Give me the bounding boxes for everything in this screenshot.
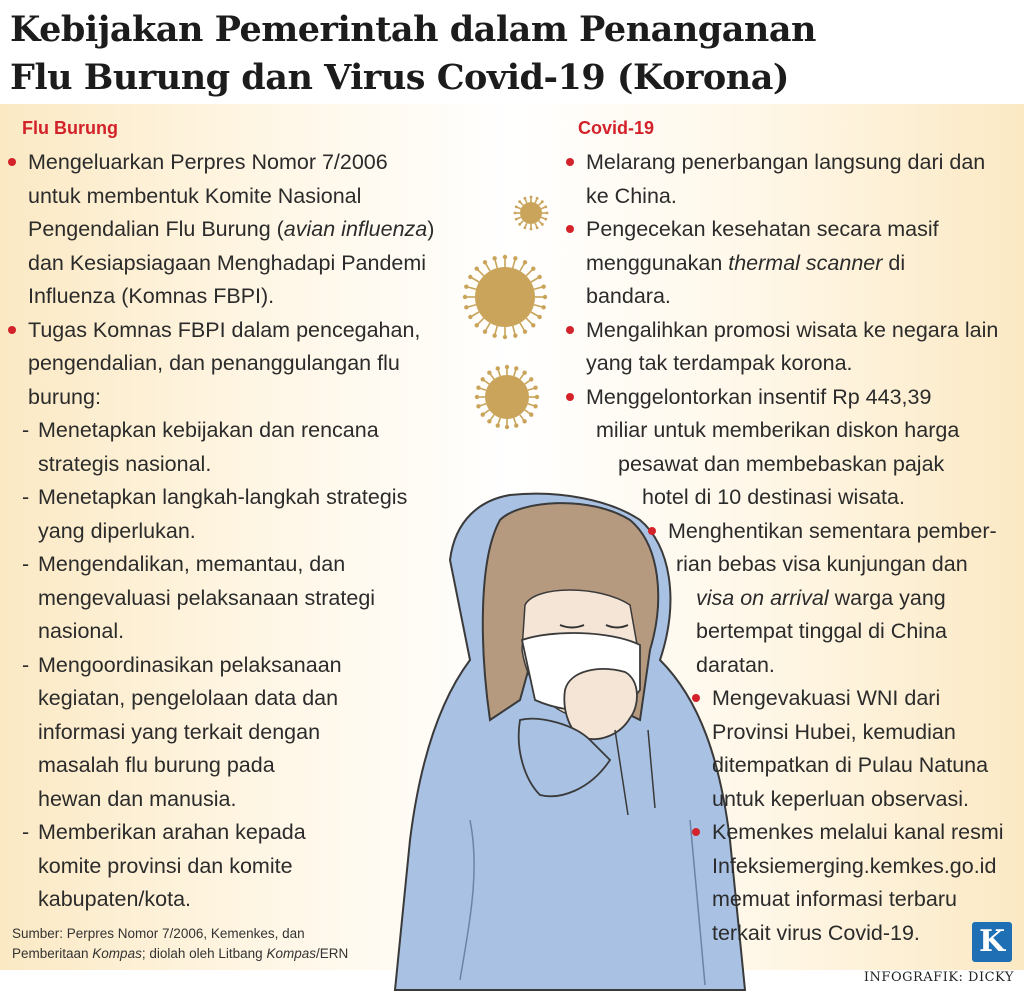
text-line: Mengendalikan, memantau, dan — [38, 552, 346, 576]
text-line: Mengeluarkan Perpres Nomor 7/2006 — [28, 150, 388, 174]
bullet-dot-icon — [566, 393, 574, 401]
text-line: Provinsi Hubei, kemudian — [712, 719, 956, 744]
text-line: mengevaluasi pelaksanaan strategi — [38, 585, 376, 610]
text-line: strategis nasional. — [38, 451, 212, 476]
text-line: Mengevakuasi WNI dari — [712, 686, 941, 710]
italic-term: visa on arrival — [696, 585, 829, 610]
flu-column — [8, 146, 478, 917]
flu-subitem-2 — [8, 481, 478, 548]
bullet-dot-icon — [566, 158, 574, 166]
text-line: Tugas Komnas FBPI dalam pencegahan, — [28, 317, 421, 342]
flu-subitem-5 — [8, 816, 478, 917]
text-span: /ERN — [315, 946, 349, 961]
text-line — [668, 582, 1018, 616]
covid-bullet-4 — [566, 381, 1018, 515]
text-line: memuat informasi terbaru — [712, 887, 957, 911]
text-span: di — [882, 250, 906, 275]
text-line: kabupaten/kota. — [38, 887, 192, 911]
text-line: Kemenkes melalui kanal resmi — [712, 820, 1004, 844]
text-line — [28, 213, 478, 247]
source-note — [12, 924, 412, 964]
bullet-dot-icon — [8, 158, 16, 166]
text-line: pengendalian, dan penanggulangan flu — [28, 351, 400, 375]
text-line: burung: — [28, 384, 101, 409]
bullet-dot-icon — [692, 828, 700, 836]
source-line-1: Sumber: Perpres Nomor 7/2006, Kemenkes, dan — [12, 926, 305, 941]
text-line: bertempat tinggal di China — [696, 619, 947, 643]
dash-marker: - — [22, 652, 30, 677]
text-span: ) — [427, 217, 435, 241]
text-line: Menggelontorkan insentif Rp 443,39 — [586, 384, 932, 409]
text-line: nasional. — [38, 619, 125, 643]
text-line: hotel di 10 destinasi wisata. — [642, 485, 905, 509]
source-line-2 — [12, 944, 412, 964]
text-span: Pemberitaan — [12, 946, 93, 961]
bullet-dot-icon — [566, 225, 574, 233]
text-line: yang tak terdampak korona. — [586, 351, 853, 375]
text-line: ditempatkan di Pulau Natuna — [712, 753, 989, 777]
flu-heading: Flu Burung — [22, 118, 118, 138]
text-line: Infeksiemerging.kemkes.go.id — [712, 853, 997, 878]
text-span: warga yang — [828, 585, 946, 610]
text-line: hewan dan manusia. — [38, 786, 237, 811]
italic-term: Kompas — [92, 946, 142, 961]
text-line: terkait virus Covid-19. — [712, 920, 920, 945]
infographic-credit: INFOGRAFIK: DICKY — [863, 970, 1014, 985]
flu-subitem-4 — [8, 649, 478, 817]
text-line: Pengecekan kesehatan secara masif — [586, 217, 939, 241]
text-line — [586, 247, 1018, 281]
text-line: yang diperlukan. — [38, 518, 196, 543]
text-line: masalah flu burung pada — [38, 753, 275, 777]
text-line: untuk membentuk Komite Nasional — [28, 183, 362, 208]
text-span: Pengendalian Flu Burung ( — [28, 217, 284, 241]
flu-subitem-3 — [8, 548, 478, 649]
text-line: Menetapkan kebijakan dan rencana — [38, 418, 379, 442]
text-line: Melarang penerbangan langsung dari dan — [586, 150, 986, 174]
title-line-2: Flu Burung dan Virus Covid-19 (Korona) — [10, 57, 789, 98]
text-line: ke China. — [586, 183, 677, 208]
text-line: Menetapkan langkah-langkah strategis — [38, 485, 408, 509]
bullet-dot-icon — [648, 527, 656, 535]
text-line: untuk keperluan observasi. — [712, 786, 969, 811]
covid-bullet-2 — [566, 213, 1018, 314]
dash-marker: - — [22, 552, 30, 576]
title-line-1: Kebijakan Pemerintah dalam Penanganan — [10, 9, 816, 50]
covid-bullet-6 — [692, 682, 1018, 816]
text-line: Mengoordinasikan pelaksanaan — [38, 652, 342, 677]
dash-marker: - — [22, 485, 30, 509]
text-line: Mengalihkan promosi wisata ke negara lain — [586, 317, 999, 342]
text-line: pesawat dan membebaskan pajak — [618, 451, 945, 476]
bullet-dot-icon — [692, 694, 700, 702]
text-line: daratan. — [696, 652, 775, 677]
covid-bullet-7 — [692, 816, 1018, 950]
flu-subitem-1 — [8, 414, 478, 481]
covid-bullet-3 — [566, 314, 1018, 381]
text-span: ; diolah oleh Litbang — [141, 946, 267, 961]
covid-heading: Covid-19 — [578, 118, 655, 138]
text-line: Influenza (Komnas FBPI). — [28, 284, 275, 308]
text-line: dan Kesiapsiagaan Menghadapi Pandemi — [28, 250, 427, 275]
text-line: rian bebas visa kunjungan dan — [676, 552, 968, 576]
flu-bullet-2 — [8, 314, 478, 415]
text-span: menggunakan — [586, 250, 729, 275]
text-line: Memberikan arahan kepada — [38, 820, 306, 844]
text-line: informasi yang terkait dengan — [38, 719, 321, 744]
dash-marker: - — [22, 820, 30, 844]
italic-term: thermal scanner — [728, 250, 883, 275]
italic-term: avian influenza — [283, 217, 428, 241]
dash-marker: - — [22, 418, 30, 442]
italic-term: Kompas — [266, 946, 316, 961]
kompas-logo-icon: K — [972, 922, 1012, 962]
covid-bullet-5 — [648, 515, 1018, 683]
text-line: kegiatan, pengelolaan data dan — [38, 686, 339, 710]
covid-bullet-1 — [566, 146, 1018, 213]
bullet-dot-icon — [566, 326, 574, 334]
text-line: bandara. — [586, 284, 671, 308]
covid-column — [566, 146, 1018, 950]
flu-bullet-1 — [8, 146, 478, 314]
text-line: Menghentikan sementara pember- — [668, 518, 997, 543]
text-line: komite provinsi dan komite — [38, 853, 293, 878]
bullet-dot-icon — [8, 326, 16, 334]
text-line: miliar untuk memberikan diskon harga — [596, 418, 960, 442]
